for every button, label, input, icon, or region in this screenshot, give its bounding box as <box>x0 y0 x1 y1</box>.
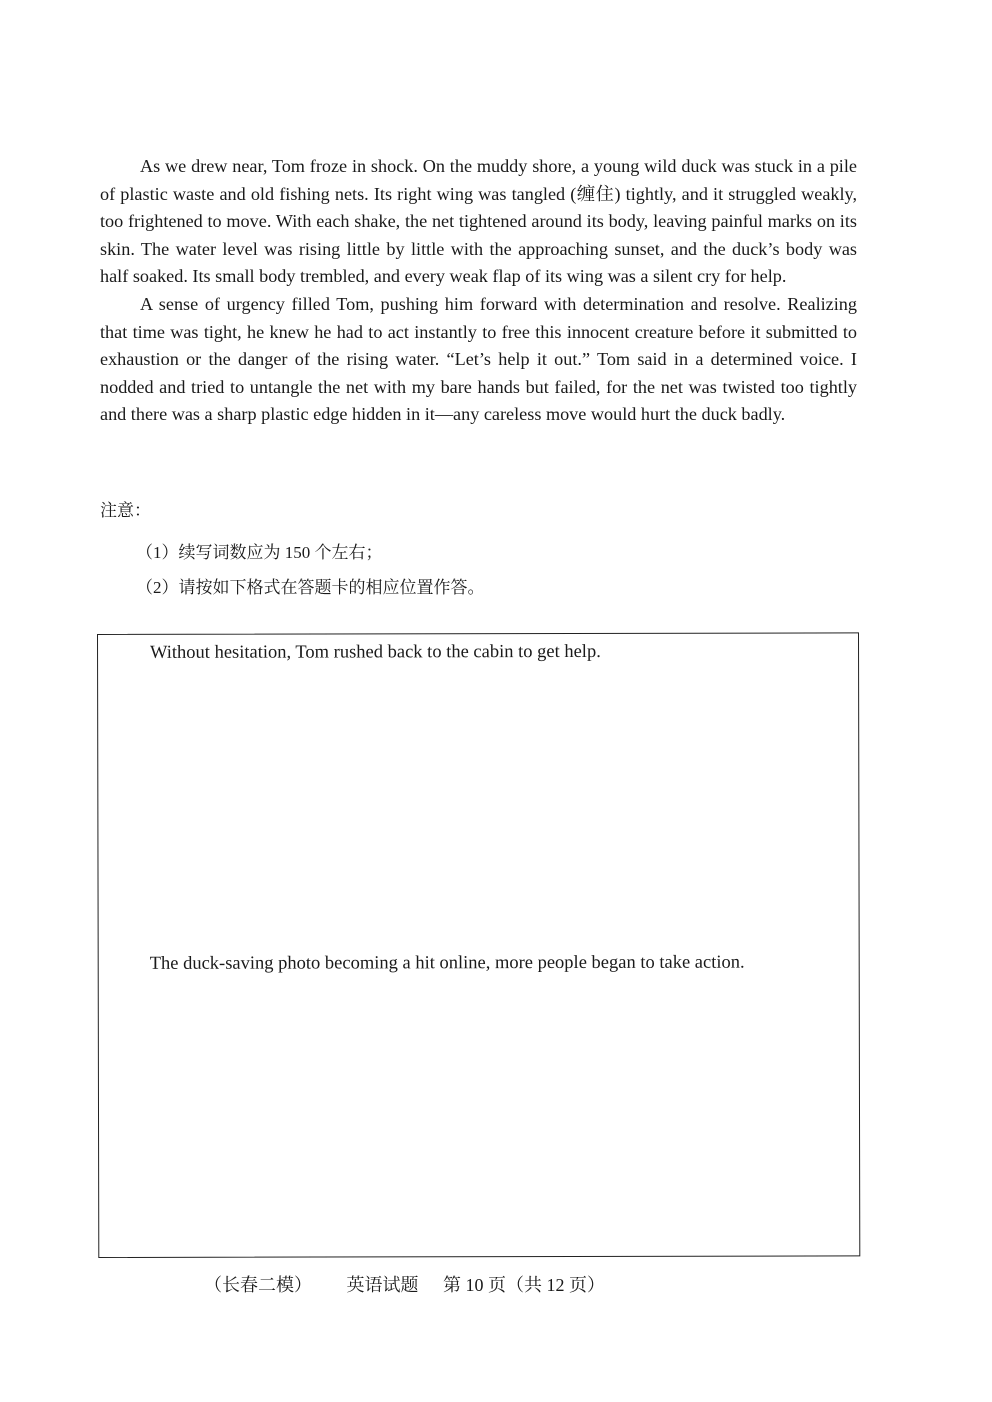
notes-list <box>136 535 485 605</box>
exam-series: （长春二模） <box>204 1275 312 1295</box>
answer-box <box>97 632 860 1258</box>
continuation-prompt-1: Without hesitation, Tom rushed back to the cabin to get help. <box>150 641 601 663</box>
passage-paragraph: A sense of urgency filled Tom, pushing him forward with determination and resolve. Realizing that time was tight, he knew he had to act instantly to free this innocent creature before it submitted to exhaustion or the danger of the rising water. “Let’s help it out.” Tom said in a determined voice. I nodded and tried to untangle the net with my bare hands but failed, for the net was twisted too tightly and there was a sharp plastic edge hidden in it—any careless move would hurt the duck badly. <box>100 293 857 425</box>
reading-passage <box>100 153 857 429</box>
notes-heading: 注意： <box>100 501 151 520</box>
passage-paragraph: As we drew near, Tom froze in shock. On the muddy shore, a young wild duck was stuck in a pile of plastic waste and old fishing nets. Its right wing was tangled (缠住) tightly, and it struggled weakly, too frightened to move. With each shake, the net tightened around its body, leaving painful marks on its skin. The water level was rising little by little with the approaching sunset, and the duck’s body was half soaked. Its small body trembled, and every weak flap of its wing was a silent cry for help. <box>100 156 857 287</box>
note-item: （1）续写词数应为 150 个左右； <box>136 543 383 562</box>
page-number: 第 10 页（共 12 页） <box>443 1275 605 1295</box>
note-item: （2）请按如下格式在答题卡的相应位置作答。 <box>136 578 485 597</box>
exam-subject: 英语试题 <box>346 1275 419 1295</box>
page-footer <box>204 1272 605 1298</box>
continuation-prompt-2: The duck-saving photo becoming a hit online, more people began to take action. <box>149 952 745 974</box>
